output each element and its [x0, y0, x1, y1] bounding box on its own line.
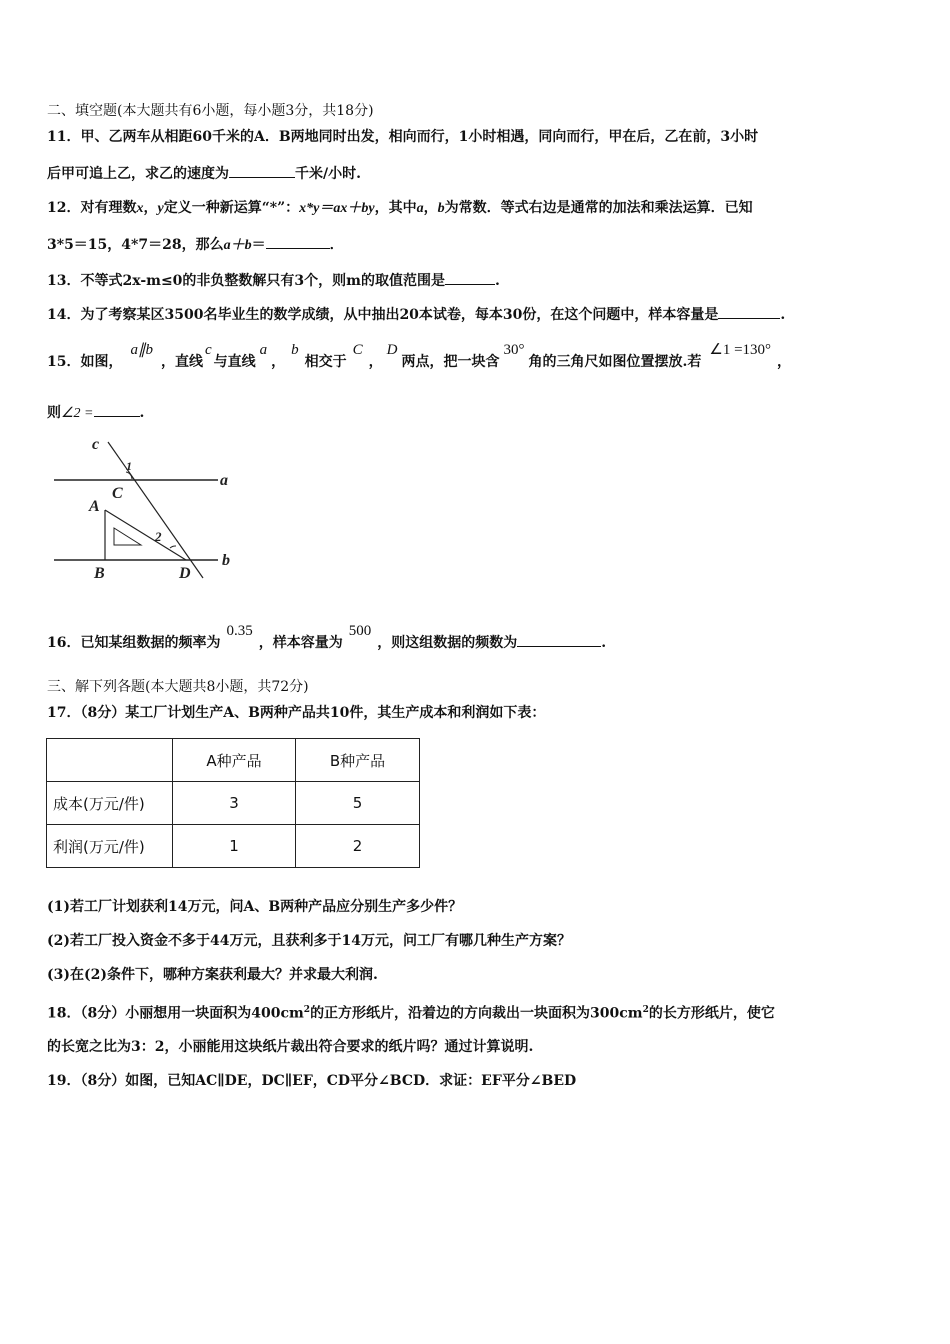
q15-line1 [47, 342, 792, 372]
q17-part2: (2)若工厂投入资金不多于44万元，且获利多于14万元，问工厂有哪几种生产方案？ [47, 933, 571, 949]
section2-title: 二、填空题(本大题共有6小题，每小题3分，共18分) [47, 103, 374, 119]
table-row [47, 825, 420, 868]
table-cell: 利润(万元/件) [47, 825, 173, 868]
q12-comma: ， [143, 200, 158, 216]
table-cell: 3 [173, 782, 296, 825]
q12-text: 12．对有理数 [47, 200, 137, 216]
q11-text-a: 后甲可追上乙，求乙的速度为 [47, 166, 229, 182]
q12-text: ，其中 [374, 200, 417, 216]
line-c [108, 442, 203, 578]
q12-var-b: b [437, 201, 445, 216]
q12-comma: ， [423, 200, 438, 216]
q12-expr: a＋b [223, 238, 252, 253]
label-1: 1 [126, 459, 132, 473]
q16-text: 16．已知某组数据的频率为 [47, 635, 221, 651]
table-cell: 5 [296, 782, 420, 825]
q18-sup: 2 [642, 1005, 649, 1015]
q14-text: 14．为了考察某区3500名毕业生的数学成绩，从中抽出20本试卷，每本30份，在这个问题中，样本容量是 [47, 307, 719, 323]
table-cell: A种产品 [173, 739, 296, 782]
q15-math-angle1: ∠1 =130° [709, 342, 772, 358]
q15-text: 则 [47, 405, 61, 421]
q15-text: ， [271, 354, 286, 370]
q12-answer-blank [266, 234, 330, 249]
label-2: 2 [155, 529, 162, 544]
q17-table [46, 738, 420, 868]
q18-line1 [47, 1000, 775, 1024]
q15-line2 [47, 402, 144, 424]
q12-line2 [47, 234, 344, 256]
label-c: c [92, 436, 100, 453]
q13-dot: . [494, 273, 500, 289]
q15-math-D: D [386, 342, 398, 358]
q16 [47, 623, 607, 653]
q14-dot: . [780, 307, 786, 323]
table-cell: B种产品 [296, 739, 420, 782]
q17-intro: 17．（8分）某工厂计划生产A、B两种产品共10件，其生产成本和利润如下表： [47, 705, 546, 721]
label-a: a [220, 472, 228, 489]
q12-text: 3*5＝15，4*7＝28，那么 [47, 237, 224, 253]
q15-text: 与直线 [213, 354, 256, 370]
q17-part1: (1)若工厂计划获利14万元，问A、B两种产品应分别生产多少件？ [47, 899, 463, 915]
q15-math-30deg: 30° [503, 342, 525, 358]
q15-math-c: c [204, 342, 212, 358]
q12-var-a: a [416, 201, 424, 216]
angle1-arc [126, 472, 132, 479]
q12-var-y: y [157, 201, 164, 216]
q12-eq: ＝ [251, 237, 266, 253]
q14-answer-blank [718, 304, 780, 319]
angle2-arc [170, 546, 176, 548]
label-C: C [112, 485, 123, 502]
q16-math-sample: 500 [348, 623, 372, 639]
table-cell: 成本(万元/件) [47, 782, 173, 825]
q13-text: 13．不等式2x-m≤0的非负整数解只有3个，则m的取值范围是 [47, 273, 445, 289]
q15-text: 15．如图， [47, 354, 123, 370]
table-row [47, 782, 420, 825]
q18-line2: 的长宽之比为3：2，小丽能用这块纸片裁出符合要求的纸片吗？通过计算说明. [47, 1039, 534, 1055]
q14 [47, 304, 785, 325]
q12-line1 [47, 198, 753, 219]
q11-text-b: 千米/小时. [295, 166, 361, 182]
q17-part3: (3)在(2)条件下，哪种方案获利最大？并求最大利润. [47, 967, 378, 983]
q15-math-parallel: a∥b [130, 342, 153, 358]
table-cell [47, 739, 173, 782]
segment-AD [105, 510, 186, 560]
q18-text: 的长方形纸片，使它 [648, 1005, 775, 1022]
q18-text: 的正方形纸片，沿着边的方向裁出一块面积为300cm [310, 1005, 643, 1022]
table-cell: 2 [296, 825, 420, 868]
q12-formula: x*y＝ax＋by [299, 201, 375, 216]
q16-answer-blank [517, 632, 601, 647]
q13 [47, 270, 500, 291]
q15-math-a: a [259, 342, 268, 358]
q15-math-C: C [352, 342, 363, 358]
q12-var-x: x [136, 201, 144, 216]
table-header-row [47, 739, 420, 782]
triangle-ruler-inner [114, 528, 141, 545]
label-B: B [94, 565, 105, 582]
q18-sup: 2 [303, 1005, 311, 1015]
q19: 19．（8分）如图，已知AC∥DE，DC∥EF，CD平分∠BCD．求证：EF平分∠BED [47, 1073, 577, 1089]
q15-text: ， [368, 354, 383, 370]
q15-angle2: ∠2 = [61, 406, 94, 421]
q15-dot: . [139, 405, 145, 421]
q15-figure [48, 432, 248, 584]
q16-text: ，样本容量为 [258, 635, 343, 651]
q15-math-b: b [291, 342, 299, 358]
q13-answer-blank [445, 270, 495, 285]
q16-dot: . [601, 635, 607, 651]
label-b: b [222, 552, 230, 569]
q18-text: 18．（8分）小丽想用一块面积为400cm [47, 1005, 304, 1022]
q12-text: 定义一种新运算“*”： [163, 200, 300, 216]
section3-title: 三、解下列各题(本大题共8小题，共72分) [47, 679, 309, 695]
q15-text: 两点，把一块含 [401, 354, 500, 370]
q15-text: ， [777, 354, 792, 370]
label-A: A [89, 498, 100, 515]
q16-text: ，则这组数据的频数为 [377, 635, 518, 651]
q12-text: 为常数．等式右边是通常的加法和乘法运算．已知 [444, 200, 753, 216]
q15-answer-blank [94, 402, 140, 417]
q15-text: 角的三角尺如图位置摆放.若 [528, 354, 702, 370]
q11-line1: 11．甲、乙两车从相距60千米的A．B两地同时出发，相向而行，1小时相遇，同向而行，甲在后，乙在前，3小时 [47, 129, 759, 145]
q16-math-frequency: 0.35 [226, 623, 253, 639]
q15-text: 相交于 [304, 354, 347, 370]
q12-dot: ． [329, 237, 344, 253]
q11-line2 [47, 163, 361, 184]
table-cell: 1 [173, 825, 296, 868]
q11-answer-blank [229, 163, 295, 178]
q15-text: ，直线 [160, 354, 203, 370]
label-D: D [179, 565, 191, 582]
